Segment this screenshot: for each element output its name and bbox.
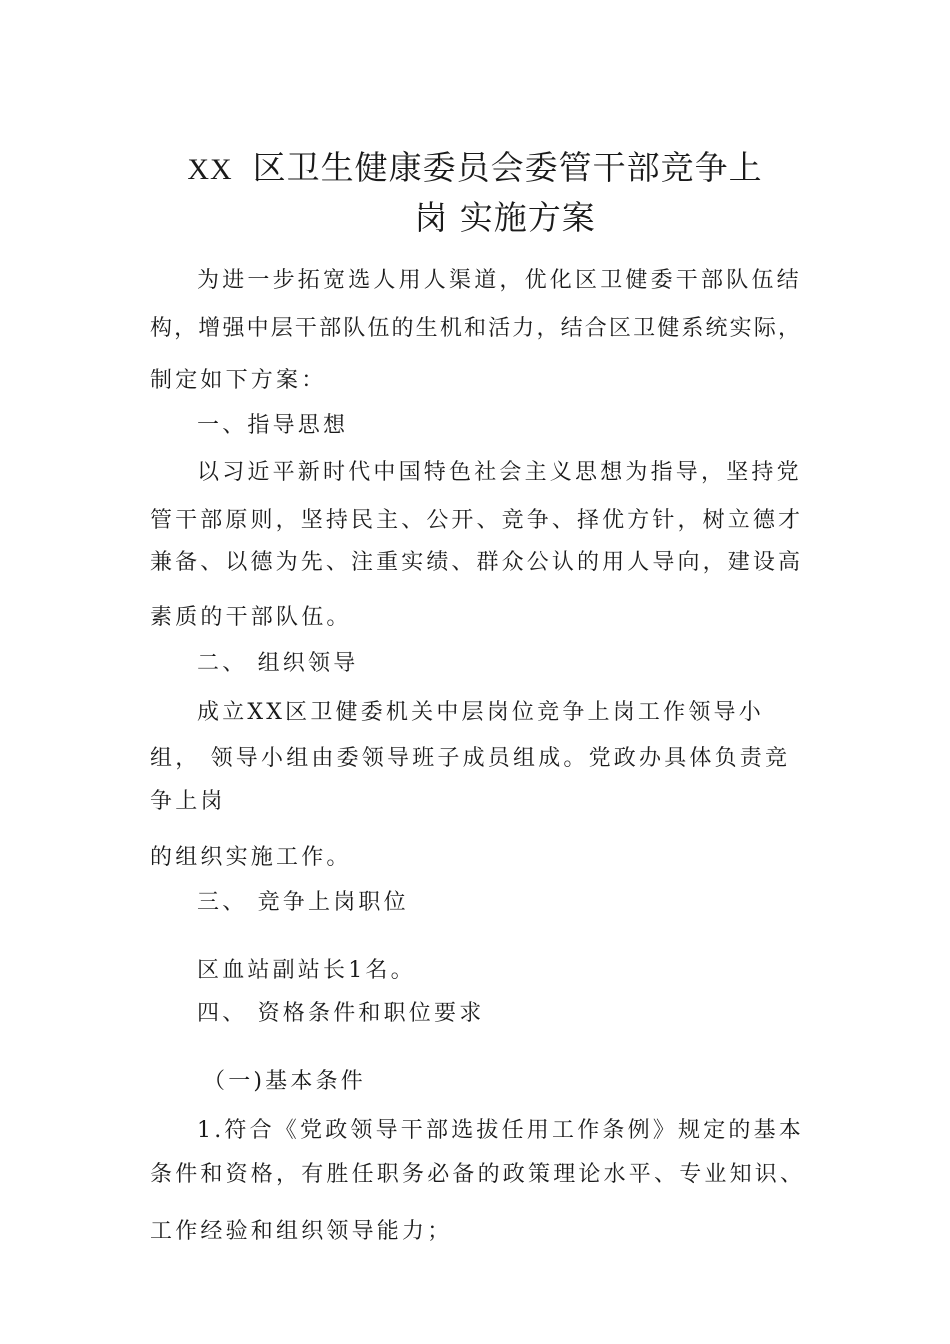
section-2-line-2: 组， 领导小组由委领导班子成员组成。党政办具体负责竞 <box>150 746 791 771</box>
section-1-line-4: 素质的干部队伍。 <box>150 605 352 630</box>
section-4-line-2: 条件和资格，有胜任职务必备的政策理论水平、专业知识、 <box>150 1162 806 1187</box>
section-2-heading: 二、 组织领导 <box>197 651 359 676</box>
section-4-line-3: 工作经验和组织领导能力； <box>150 1219 453 1244</box>
intro-line-2: 构，增强中层干部队伍的生机和活力，结合区卫健系统实际， <box>150 316 800 341</box>
section-1-line-3: 兼备、以德为先、注重实绩、群众公认的用人导向，建设高 <box>150 550 800 575</box>
section-2-line-3: 争上岗 <box>150 789 226 814</box>
section-4-subheading: （一)基本条件 <box>203 1069 366 1094</box>
section-3-heading: 三、 竞争上岗职位 <box>197 890 409 915</box>
title-line-2: 岗 实施方案 <box>414 198 596 237</box>
section-1-heading: 一、指导思想 <box>197 413 349 438</box>
section-4-line-1: 1.符合《党政领导干部选拔任用工作条例》规定的基本 <box>197 1118 804 1143</box>
section-3-line-1: 区血站副站长1名。 <box>197 958 416 983</box>
title-line-1 <box>0 142 950 189</box>
intro-line-1: 为进一步拓宽选人用人渠道，优化区卫健委干部队伍结 <box>197 268 802 293</box>
title-text: 区卫生健康委员会委管干部竞争上 <box>252 148 763 187</box>
section-2-line-1: 成立XX区卫健委机关中层岗位竞争上岗工作领导小 <box>197 700 764 725</box>
section-2-line-4: 的组织实施工作。 <box>150 845 352 870</box>
intro-line-3: 制定如下方案： <box>150 368 327 393</box>
section-1-line-1: 以习近平新时代中国特色社会主义思想为指导，坚持党 <box>197 460 802 485</box>
section-4-heading: 四、 资格条件和职位要求 <box>197 1001 485 1026</box>
section-1-line-2: 管干部原则，坚持民主、公开、竞争、择优方针，树立德才 <box>150 508 800 533</box>
title-prefix: XX <box>187 153 233 186</box>
